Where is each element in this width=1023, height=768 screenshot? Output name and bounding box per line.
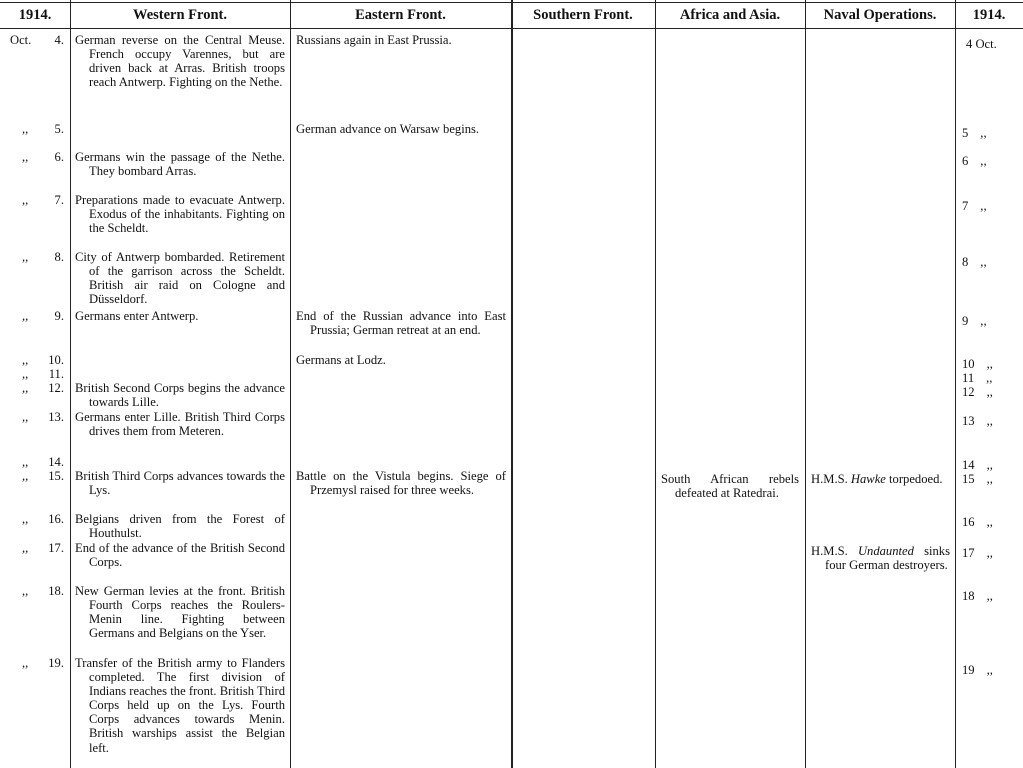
divider-africa-naval [805, 0, 806, 768]
header-year-right: 1914. [972, 7, 1006, 23]
header-eastern-front: Eastern Front. [355, 7, 446, 23]
divider-date-western [70, 0, 71, 768]
western-oct-6: Germans win the passage of the Nethe. They bombard Arras. [75, 150, 285, 179]
header-year-left: 1914. [18, 7, 52, 23]
eastern-oct-10: Germans at Lodz. [296, 353, 386, 367]
right-date-oct-10: 10 ,, [962, 357, 993, 371]
header-naval-operations: Naval Operations. [823, 7, 937, 23]
date-oct-14: ,, 14. [22, 455, 64, 469]
date-oct-9: ,, 9. [22, 309, 64, 323]
right-date-oct-5: 5 ,, [962, 126, 987, 140]
western-oct-7: Preparations made to evacuate Antwerp. Exodus of the inhabitants. Fighting on the Scheldt. [75, 193, 285, 236]
western-oct-9: Germans enter Antwerp. [75, 309, 199, 323]
divider-eastern-southern [511, 0, 513, 768]
western-oct-19: Transfer of the British army to Flanders completed. The first division of Indians reaches the front. British Third Corps held up on the Lys. Fourth Corps advances towards Menin. British warships assist the Belgian left. [75, 656, 285, 755]
right-date-oct-17: 17 ,, [962, 546, 993, 560]
date-oct-19: ,, 19. [22, 656, 64, 670]
divider-naval-date [955, 0, 956, 768]
day-number: 4. [54, 33, 64, 47]
naval-oct-17: H.M.S. Undaunted sinks four German destroyers. [811, 544, 950, 573]
eastern-oct-9: End of the Russian advance into East Prussia; German retreat at an end. [296, 309, 506, 338]
western-oct-15: British Third Corps advances towards the Lys. [75, 469, 285, 498]
month-label: Oct. [10, 33, 32, 47]
western-oct-18: New German levies at the front. British Fourth Corps reaches the Roulers-Menin line. Fighting between Germans and Belgians on the Yser. [75, 584, 285, 641]
date-oct-10: ,, 10. [22, 353, 64, 367]
right-date-oct-6: 6 ,, [962, 154, 987, 168]
western-oct-16: Belgians driven from the Forest of Houthulst. [75, 512, 285, 541]
right-date-oct-13: 13 ,, [962, 414, 993, 428]
header-western-front: Western Front. [133, 7, 227, 23]
date-oct-12: ,, 12. [22, 381, 64, 395]
date-oct-18: ,, 18. [22, 584, 64, 598]
ship-name-hawke: Hawke [850, 472, 886, 486]
africa-asia-oct-15: South African rebels defeated at Ratedrai. [661, 472, 799, 501]
date-oct-15: ,, 15. [22, 469, 64, 483]
western-oct-12: British Second Corps begins the advance towards Lille. [75, 381, 285, 410]
western-oct-17: End of the advance of the British Second Corps. [75, 541, 285, 570]
right-date-oct-8: 8 ,, [962, 255, 987, 269]
western-oct-13: Germans enter Lille. British Third Corps drives them from Meteren. [75, 410, 285, 439]
divider-western-eastern [290, 0, 291, 768]
date-oct-8: ,, 8. [22, 250, 64, 264]
right-date-oct-18: 18 ,, [962, 589, 993, 603]
date-oct-6: ,, 6. [22, 150, 64, 164]
right-date-oct-7: 7 ,, [962, 199, 987, 213]
western-oct-8: City of Antwerp bombarded. Retirement of the garrison across the Scheldt. British air raid on Cologne and Düsseldorf. [75, 250, 285, 307]
western-oct-4: German reverse on the Central Meuse. French occupy Varennes, but are driven back at Arras. British troops reach Antwerp. Fighting on the Nethe. [75, 33, 285, 90]
date-oct-11: ,, 11. [22, 367, 64, 381]
divider-southern-africa [655, 0, 656, 768]
date-oct-16: ,, 16. [22, 512, 64, 526]
right-date-oct-11: 11 ,, [962, 371, 993, 385]
eastern-oct-4: Russians again in East Prussia. [296, 33, 452, 47]
right-date-oct-14: 14 ,, [962, 458, 993, 472]
right-date-oct-4: 4 Oct. [966, 37, 997, 51]
header-southern-front: Southern Front. [533, 7, 633, 23]
eastern-oct-15: Battle on the Vistula begins. Siege of Przemysl raised for three weeks. [296, 469, 506, 498]
right-date-oct-12: 12 ,, [962, 385, 993, 399]
right-date-oct-15: 15 ,, [962, 472, 993, 486]
right-date-oct-19: 19 ,, [962, 663, 993, 677]
header-africa-asia: Africa and Asia. [679, 7, 781, 23]
right-date-oct-9: 9 ,, [962, 314, 987, 328]
naval-oct-15: H.M.S. Hawke torpedoed. [811, 472, 943, 486]
date-oct-5: ,, 5. [22, 122, 64, 136]
date-oct-17: ,, 17. [22, 541, 64, 555]
date-oct-4 [6, 33, 64, 47]
eastern-oct-5: German advance on Warsaw begins. [296, 122, 480, 136]
date-oct-13: ,, 13. [22, 410, 64, 424]
right-date-oct-16: 16 ,, [962, 515, 993, 529]
ship-name-undaunted: Undaunted [857, 544, 914, 558]
date-oct-7: ,, 7. [22, 193, 64, 207]
